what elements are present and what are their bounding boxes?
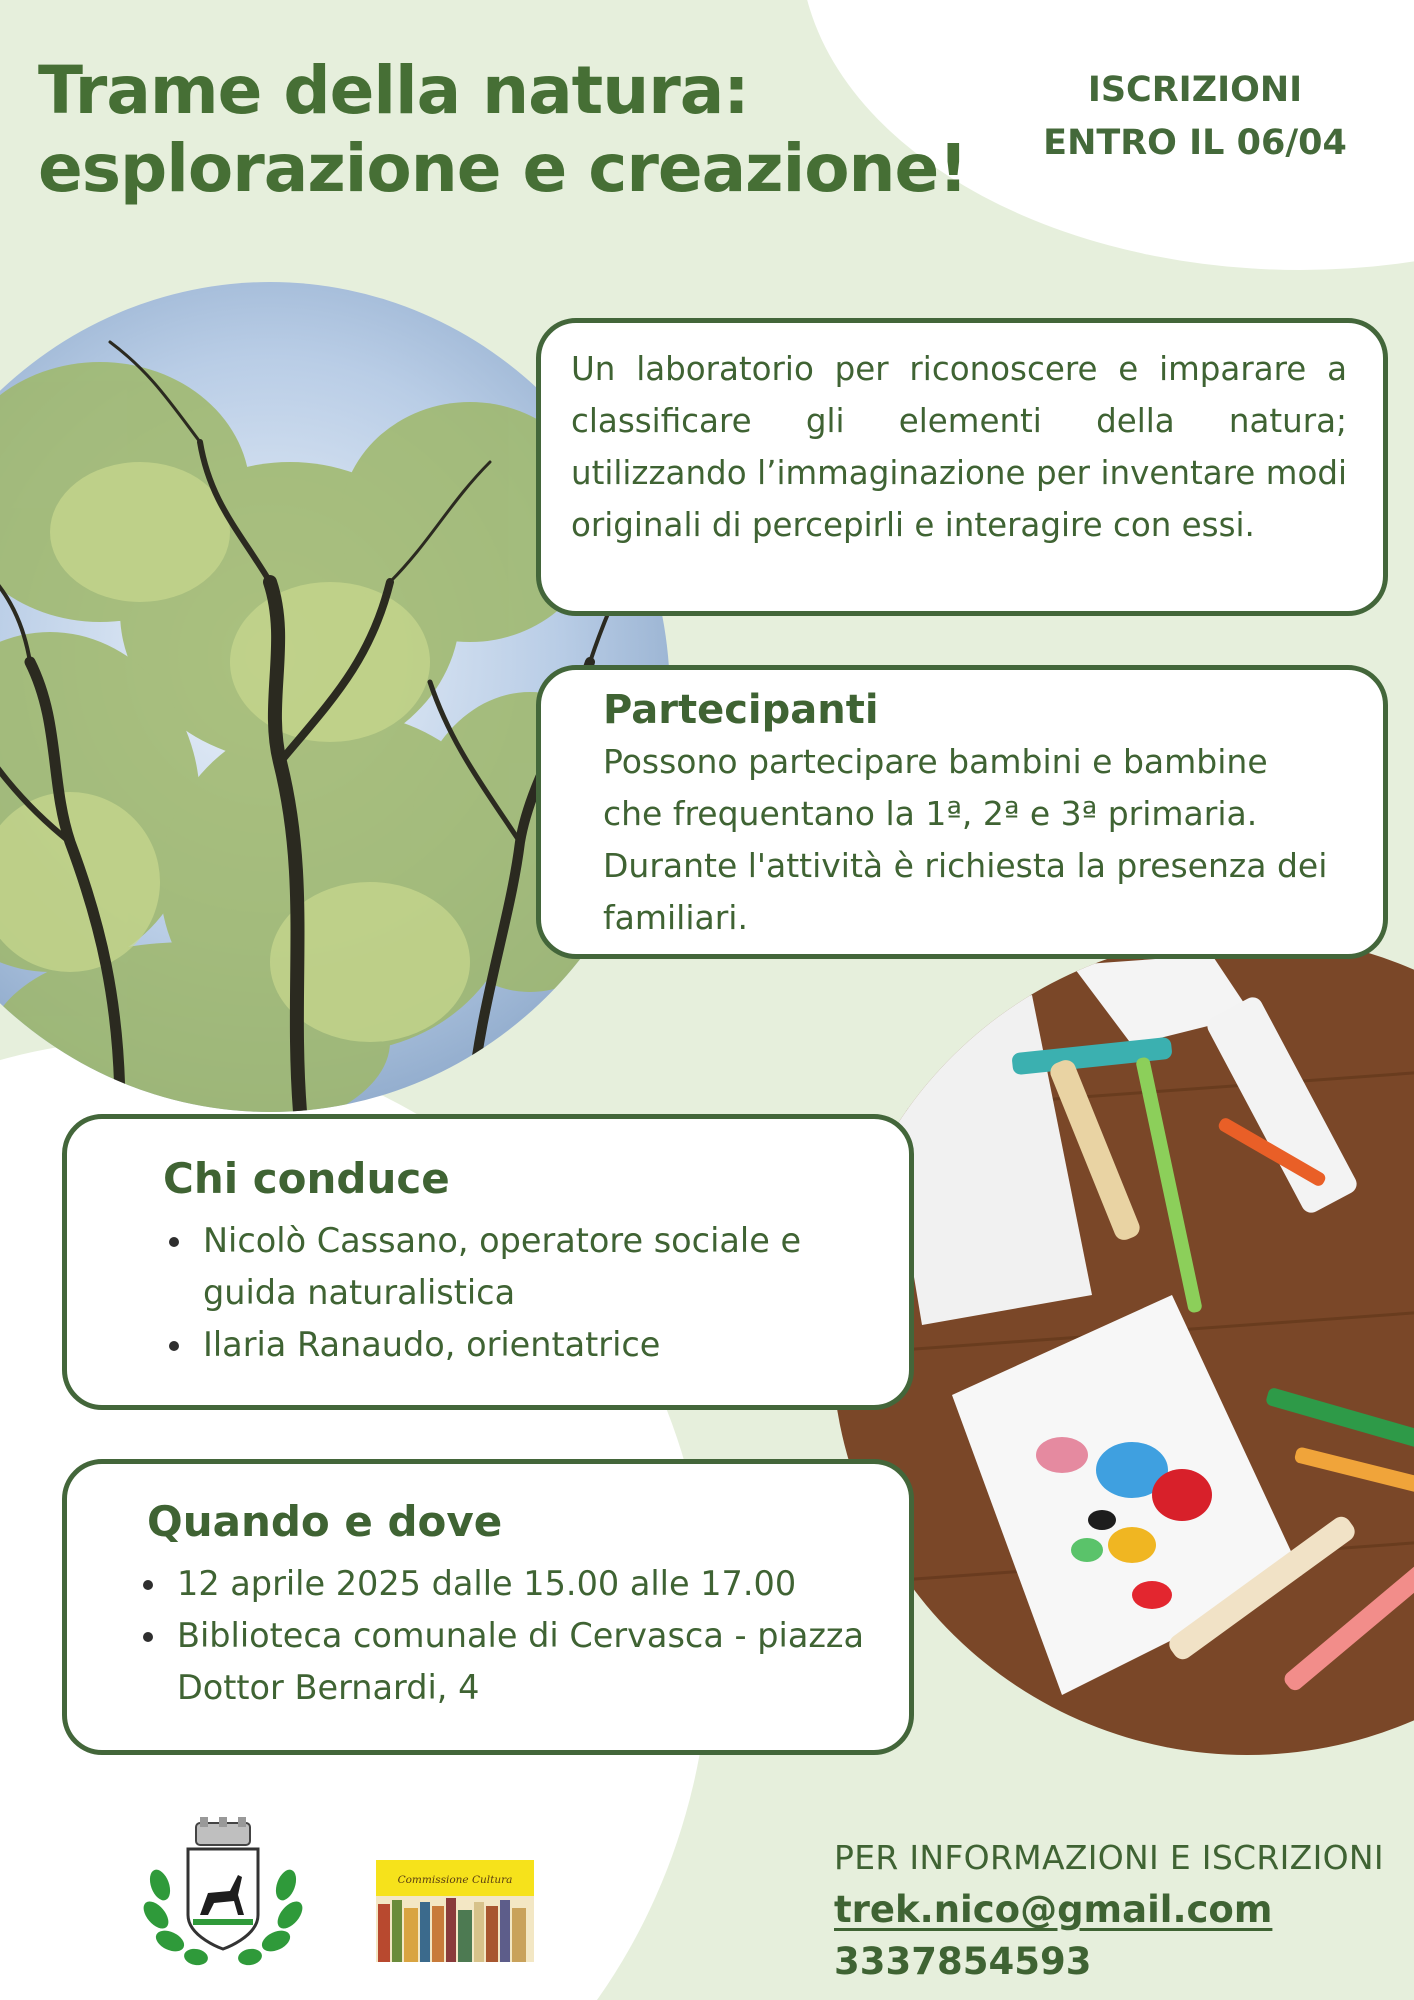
- art-supplies-photo: [832, 935, 1414, 1755]
- municipal-crest-logo: [138, 1815, 308, 1970]
- registration-deadline: [1010, 64, 1380, 169]
- registration-line-1: ISCRIZIONI: [1087, 70, 1303, 110]
- leaders-list: [163, 1215, 879, 1371]
- leaders-card: [62, 1114, 914, 1410]
- title-line-2: esplorazione e creazione!: [38, 129, 968, 207]
- commission-label: Commissione Cultura: [376, 1860, 534, 1900]
- contact-phone: 3337854593: [834, 1940, 1092, 1983]
- registration-line-2: ENTRO IL 06/04: [1043, 122, 1347, 163]
- page-title: [38, 52, 998, 208]
- participants-card: [536, 665, 1388, 959]
- list-item: Nicolò Cassano, operatore sociale e guida naturalistica: [163, 1215, 879, 1319]
- list-item: Ilaria Ranaudo, orientatrice: [163, 1319, 879, 1371]
- participants-line-3: Durante l'attività è richiesta la presenza dei: [603, 846, 1328, 885]
- contact-label: PER INFORMAZIONI E ISCRIZIONI: [834, 1838, 1384, 1877]
- contact-email-link[interactable]: trek.nico@gmail.com: [834, 1888, 1273, 1931]
- list-item: 12 aprile 2025 dalle 15.00 alle 17.00: [147, 1558, 879, 1610]
- participants-heading: Partecipanti: [603, 687, 879, 733]
- when-where-list: [147, 1558, 879, 1714]
- participants-line-2: che frequentano la 1ª, 2ª e 3ª primaria.: [603, 794, 1258, 833]
- contact-block: [834, 1832, 1414, 1988]
- when-where-card: [62, 1459, 914, 1755]
- participants-line-1: Possono partecipare bambini e bambine: [603, 742, 1268, 781]
- leaders-heading: Chi conduce: [163, 1154, 450, 1203]
- intro-card: [536, 318, 1388, 616]
- title-line-1: Trame della natura:: [38, 52, 749, 129]
- when-where-heading: Quando e dove: [147, 1497, 503, 1546]
- commission-logo: [376, 1860, 534, 1962]
- list-item: Biblioteca comunale di Cervasca - piazza Dottor Bernardi, 4: [147, 1610, 879, 1714]
- participants-line-4: familiari.: [603, 898, 748, 937]
- intro-text: Un laboratorio per riconoscere e imparare a classificare gli elementi della natura; utilizzando l’immaginazione per inventare modi originali di percepirli e interagire con essi.: [571, 350, 1347, 544]
